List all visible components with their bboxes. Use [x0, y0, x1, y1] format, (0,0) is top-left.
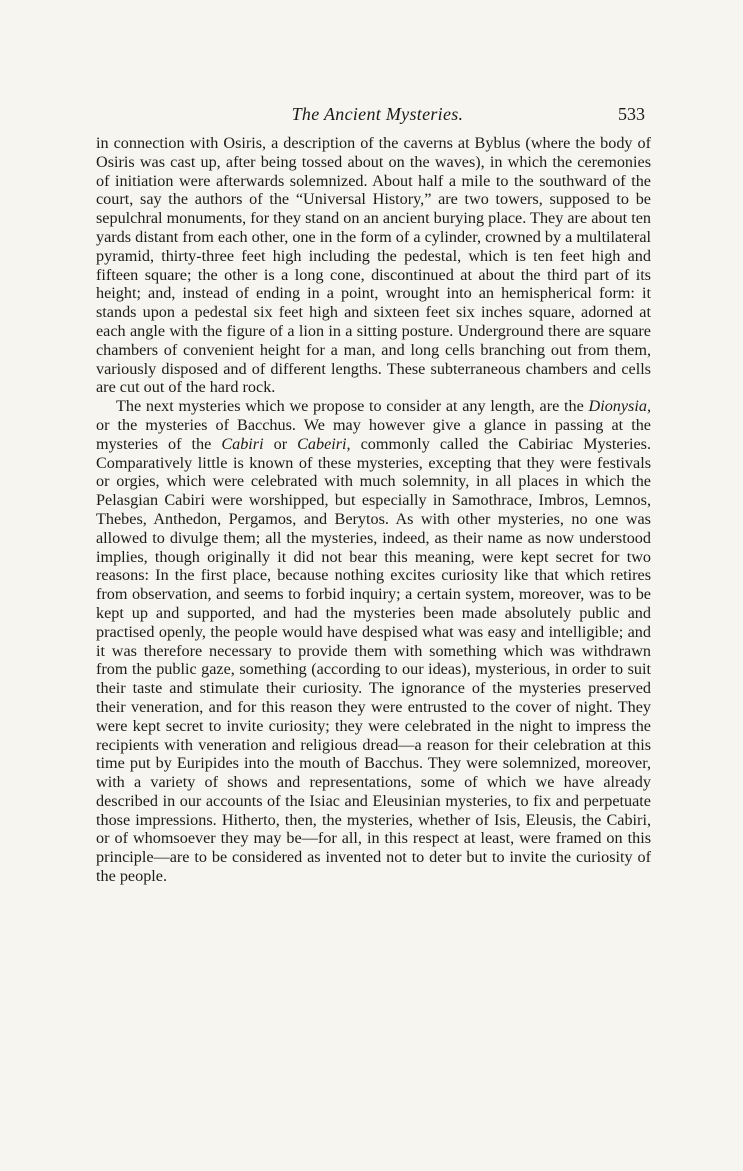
page-number: 533 — [618, 104, 645, 124]
body-text — [96, 134, 651, 886]
paragraph-2 — [96, 397, 651, 886]
text-segment: or the mysteries of Bacchus. We may however give a glance in passing at the mysteries of the — [96, 415, 651, 453]
paragraph-1 — [96, 134, 651, 397]
italic-term-cabiri: Cabiri — [221, 434, 264, 453]
italic-term-dionysia: Dionysia, — [588, 397, 651, 416]
running-title: The Ancient Mysteries. — [291, 104, 464, 124]
text-segment: The next mysteries which we propose to consider at any length, are the — [116, 397, 589, 416]
running-head — [96, 104, 659, 128]
text-segment: or — [263, 434, 298, 453]
italic-term-cabeiri: Cabeiri, — [297, 434, 351, 453]
text-segment: commonly called the Cabiriac Mysteries. Comparatively little is known of these mysteries, excepting that they were festivals or orgies, which were celebrated with much solemnity, in all places in which the Pelasgian Cabiri were worshipped, but especially in Samothrace, Imbros, Lemnos, Thebes, Anthedon, Pergamos, and Berytos. As with other mysteries, no one was allowed to divulge them; all the mysteries, indeed, as their name as now understood implies, though originally it did not bear this meaning, were kept secret for two reasons: In the first place, because nothing excites curiosity like that which retires from observation, and seems to forbid inquiry; a certain system, moreover, was to be kept up and supported, and had the mysteries been made absolutely public and practised openly, the people would have despised what was easy and intelligible; and it was therefore necessary to provide them with something which was withdrawn from the public gaze, something (according to our ideas), mysterious, in order to suit their taste and stimulate their curiosity. The ignorance of the mysteries preserved their veneration, and for this reason they were entrusted to the cover of night. They were kept secret to invite curiosity; they were celebrated in the night to impress the recipients with veneration and religious dread—a reason for their celebration at this time put by Euripides into the mouth of Bacchus. They were solemnized, moreover, with a variety of shows and representations, some of which we have already described in our accounts of the Isiac and Eleusinian mysteries, to fix and perpetuate those impressions. Hitherto, then, the mysteries, whether of Isis, Eleusis, the Cabiri, or of whomsoever they may be—for all, in this respect at least, were framed on this principle—are to be considered as invented not to deter but to invite the curiosity of the people. — [96, 434, 651, 886]
text-segment: in connection with Osiris, a description of the caverns at Byblus (where the body of Osiris was cast up, after being tossed about on the waves), in which the ceremonies of initiation were afterwards solemnized. About half a mile to the southward of the court, say the authors of the “Universal History,” are two towers, supposed to be sepulchral monuments, for they stand on an ancient burying place. They are about ten yards distant from each other, one in the form of a cylinder, crowned by a multilateral pyramid, thirty-three feet high including the pedestal, which is ten feet high and fifteen square; the other is a long cone, discontinued at about the third part of its height; and, instead of ending in a point, wrought into an hemispherical form: it stands upon a pedestal six feet high and sixteen feet six inches square, adorned at each angle with the figure of a lion in a sitting posture. Underground there are square chambers of convenient height for a man, and long cells branching out from them, variously disposed and of different lengths. These subterraneous chambers and cells are cut out of the hard rock. — [96, 134, 651, 397]
